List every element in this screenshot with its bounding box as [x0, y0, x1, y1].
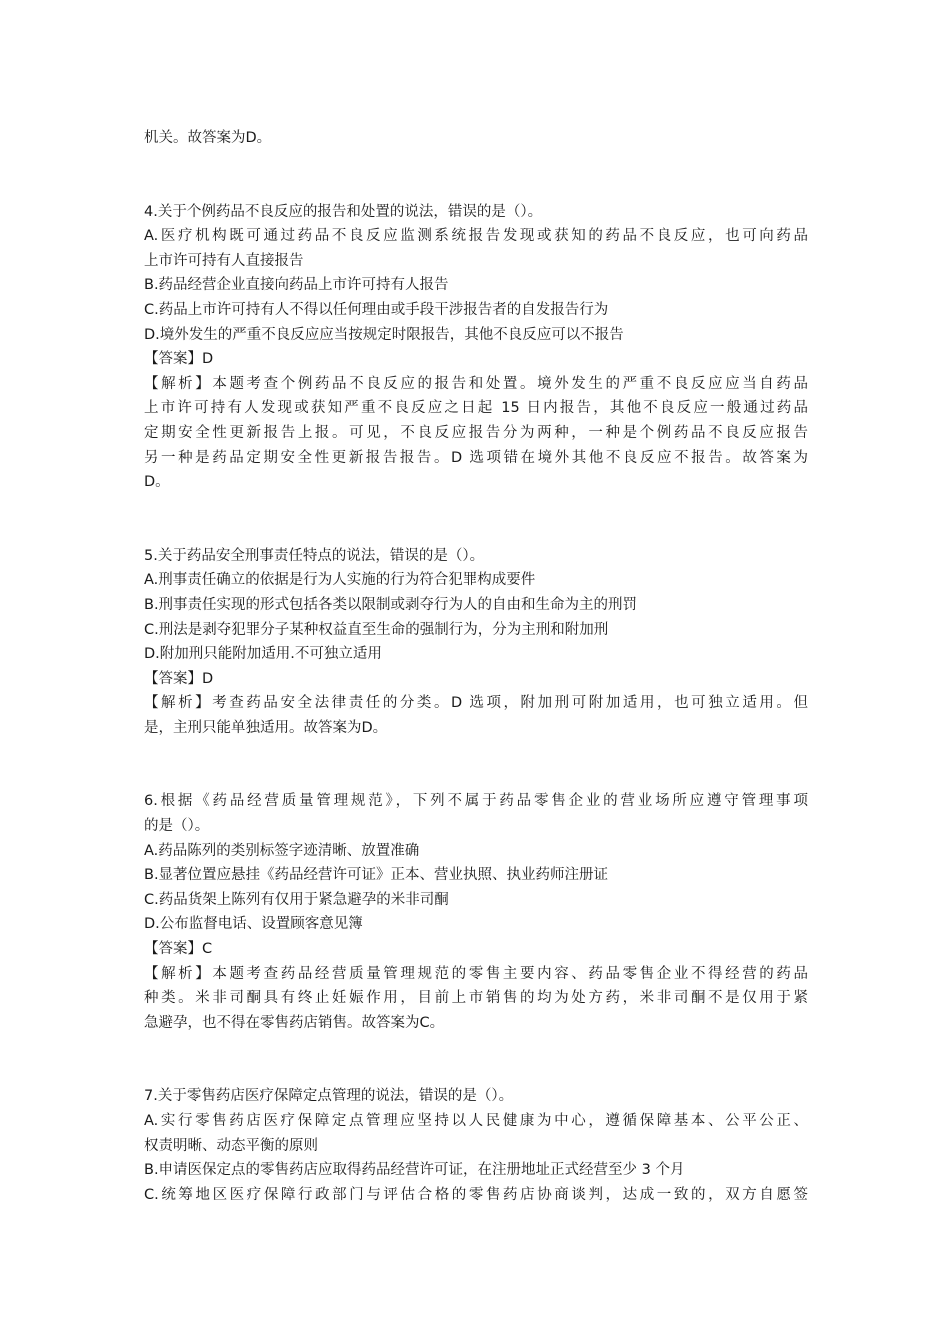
text-line: C.药品上市许可持有人不得以任何理由或手段干涉报告者的自发报告行为	[144, 301, 609, 318]
text-line: C.药品货架上陈列有仅用于紧急避孕的米非司酮	[144, 891, 449, 908]
text-line: 5.关于药品安全刑事责任特点的说法，错误的是（）。	[144, 547, 485, 564]
text-line: 【答案】C	[144, 941, 213, 958]
text-line: B.刑事责任实现的形式包括各类以限制或剥夺行为人的自由和生命为主的刑罚	[144, 596, 638, 613]
paragraph-gap	[144, 1035, 808, 1084]
text-line: 【解析】考查药品安全法律责任的分类。D 选项，附加刑可附加适用，也可独立适用。但	[144, 695, 808, 712]
text-line: 6.根据《药品经营质量管理规范》，下列不属于药品零售企业的营业场所应遵守管理事项	[144, 793, 808, 810]
text-line: 【答案】D	[144, 670, 214, 687]
text-line: A.药品陈列的类别标签字迹清晰、放置准确	[144, 842, 420, 859]
text-line: D.附加刑只能附加适用.不可独立适用	[144, 646, 382, 663]
text-line: 上市许可持有人发现或获知严重不良反应之日起 15 日内报告，其他不良反应一般通过药品	[144, 400, 808, 417]
text-line: 4.关于个例药品不良反应的报告和处置的说法，错误的是（）。	[144, 203, 543, 220]
text-line: B.显著位置应悬挂《药品经营许可证》正本、营业执照、执业药师注册证	[144, 867, 609, 884]
question-block	[144, 789, 808, 1035]
text-line: B.申请医保定点的零售药店应取得药品经营许可证，在注册地址正式经营至少 3 个月	[144, 1162, 685, 1179]
document-body	[144, 126, 808, 1207]
text-line: D。	[144, 474, 170, 491]
question-block	[144, 200, 808, 495]
text-line: 机关。故答案为D。	[144, 130, 272, 146]
text-line: A.医疗机构既可通过药品不良反应监测系统报告发现或获知的药品不良反应，也可向药品	[144, 228, 808, 245]
text-line: C.统筹地区医疗保障行政部门与评估合格的零售药店协商谈判，达成一致的，双方自愿签	[144, 1186, 808, 1203]
paragraph-gap	[144, 151, 808, 200]
text-line: 【解析】本题考查药品经营质量管理规范的零售主要内容、药品零售企业不得经营的药品	[144, 965, 808, 982]
paragraph-gap	[144, 740, 808, 789]
text-line: D.境外发生的严重不良反应应当按规定时限报告，其他不良反应可以不报告	[144, 326, 624, 343]
text-line: 是，主刑只能单独适用。故答案为D。	[144, 719, 388, 736]
text-line: 急避孕，也不得在零售药店销售。故答案为C。	[144, 1014, 445, 1031]
text-line: 7.关于零售药店医疗保障定点管理的说法，错误的是（）。	[144, 1088, 514, 1105]
text-line: 定期安全性更新报告上报。可见，不良反应报告分为两种，一种是个例药品不良反应报告	[144, 424, 808, 441]
paragraph-gap	[144, 495, 808, 544]
text-line: 另一种是药品定期安全性更新报告报告。D 选项错在境外其他不良反应不报告。故答案为	[144, 449, 808, 466]
text-line: A.实行零售药店医疗保障定点管理应坚持以人民健康为中心，遵循保障基本、公平公正、	[144, 1113, 808, 1129]
text-line: 【解析】本题考查个例药品不良反应的报告和处置。境外发生的严重不良反应应当自药品	[144, 375, 808, 392]
previous-answer-continuation	[144, 126, 808, 151]
text-line: C.刑法是剥夺犯罪分子某种权益直至生命的强制行为，分为主刑和附加刑	[144, 621, 609, 638]
text-line: D.公布监督电话、设置顾客意见簿	[144, 916, 363, 933]
question-block	[144, 544, 808, 741]
text-line: 上市许可持有人直接报告	[144, 252, 304, 269]
question-block	[144, 1084, 808, 1207]
text-line: 种类。米非司酮具有终止妊娠作用，目前上市销售的均为处方药，米非司酮不是仅用于紧	[144, 990, 808, 1007]
text-line: B.药品经营企业直接向药品上市许可持有人报告	[144, 277, 449, 294]
text-line: 的是（）。	[144, 818, 210, 835]
text-line: A.刑事责任确立的依据是行为人实施的行为符合犯罪构成要件	[144, 572, 536, 589]
text-line: 权责明晰、动态平衡的原则	[144, 1137, 318, 1154]
text-line: 【答案】D	[144, 351, 214, 368]
